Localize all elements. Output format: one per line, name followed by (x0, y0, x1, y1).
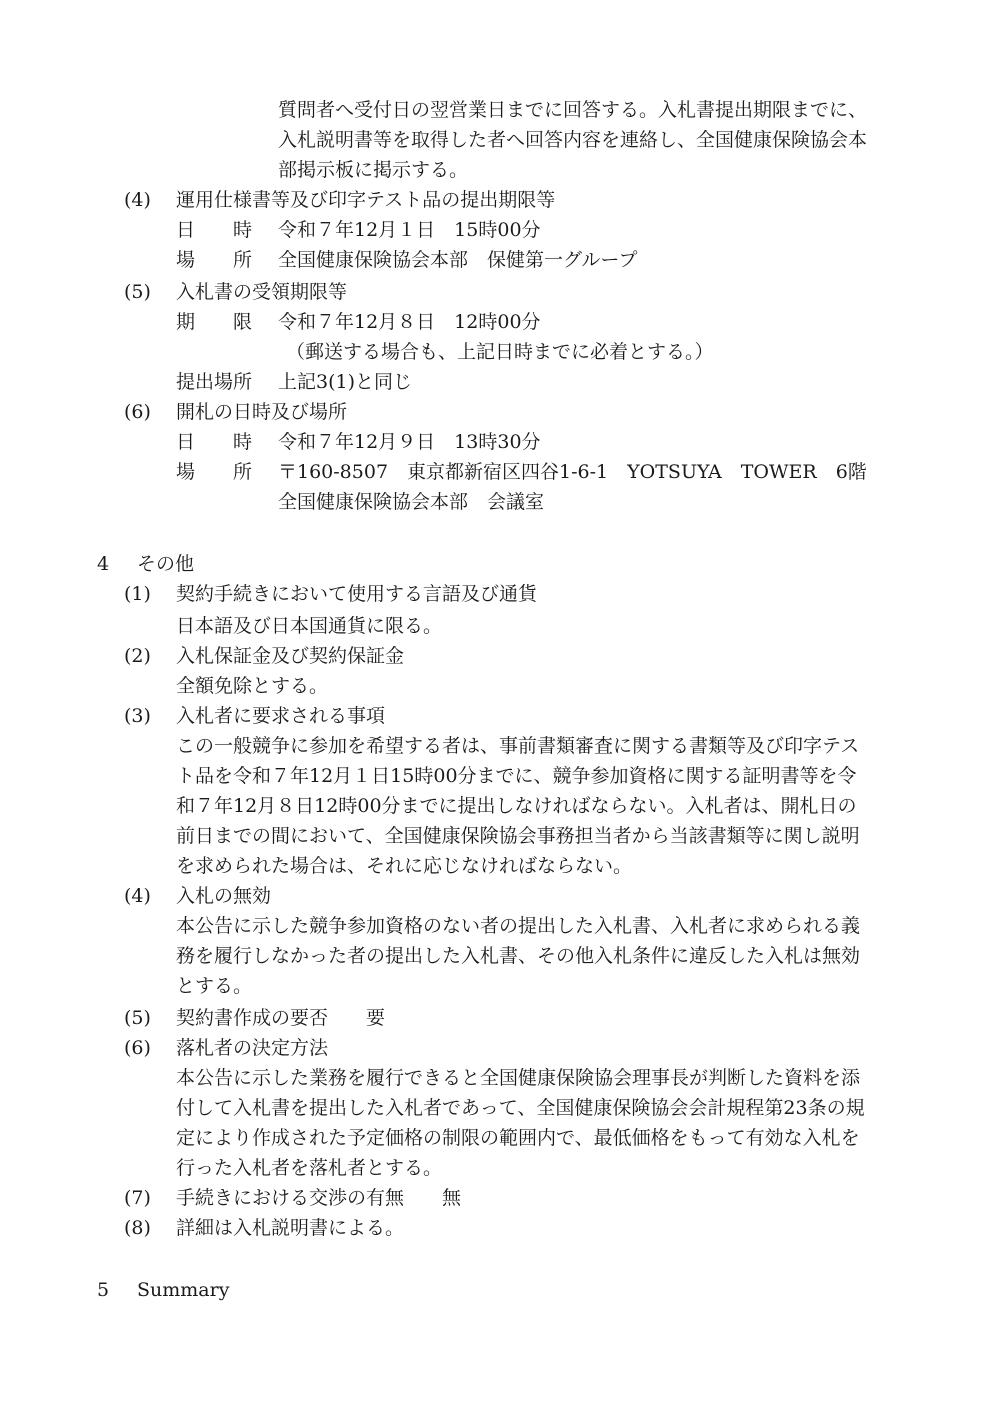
item-heading: 入札者に要求される事項 (176, 705, 386, 727)
paragraph-line: ト品を令和７年12月１日15時00分までに、競争参加資格に関する証明書等を令 (176, 765, 857, 787)
paragraph-line: 部掲示板に掲示する。 (278, 159, 469, 181)
item-heading: 入札書の受領期限等 (176, 281, 348, 303)
item-heading: 入札の無効 (176, 885, 272, 907)
paragraph-line: 質問者へ受付日の翌営業日までに回答する。入札書提出期限までに、 (278, 99, 868, 121)
field-label: 提出場所 (176, 371, 253, 393)
paragraph-line: この一般競争に参加を希望する者は、事前書類審査に関する書類等及び印字テス (176, 735, 860, 757)
section-title: その他 (137, 553, 195, 575)
item-heading: 契約書作成の要否 要 (176, 1007, 386, 1029)
deadline-note: （郵送する場合も、上記日時までに必着とする。） (286, 341, 714, 363)
section-number: 5 (97, 1279, 110, 1301)
paragraph-line: 前日までの間において、全国健康保険協会事務担当者から当該書類等に関し説明 (176, 825, 860, 847)
item-number: (3) (124, 705, 151, 727)
item-number: (1) (124, 583, 151, 605)
address-line-2: 全国健康保険協会本部 会議室 (278, 491, 545, 513)
item-number: (4) (124, 189, 151, 211)
item-number: (2) (124, 645, 151, 667)
paragraph-line: 定により作成された予定価格の制限の範囲内で、最低価格をもって有効な入札を (176, 1127, 860, 1149)
paragraph-line: 行った入札者を落札者とする。 (176, 1157, 443, 1179)
paragraph-line: 本公告に示した競争参加資格のない者の提出した入札書、入札者に求められる義 (176, 915, 861, 937)
item-heading: 落札者の決定方法 (176, 1037, 329, 1059)
item-number: (5) (124, 281, 151, 303)
item-heading: 詳細は入札説明書による。 (176, 1217, 405, 1239)
paragraph-line: 務を履行しなかった者の提出した入札書、その他入札条件に違反した入札は無効 (176, 945, 861, 967)
field-value: 全国健康保険協会本部 保健第一グループ (278, 249, 638, 271)
item-number: (7) (124, 1187, 151, 1209)
section-title: Summary (137, 1279, 230, 1301)
paragraph-line: 全額免除とする。 (176, 675, 329, 697)
field-value: 〒160-8507 東京都新宿区四谷1-6-1 YOTSUYA TOWER 6階 (278, 461, 867, 483)
paragraph-line: 和７年12月８日12時00分までに提出しなければならない。入札者は、開札日の (176, 795, 857, 817)
item-heading: 運用仕様書等及び印字テスト品の提出期限等 (176, 189, 556, 211)
field-label: 場 所 (176, 461, 253, 483)
paragraph-line: 日本語及び日本国通貨に限る。 (176, 615, 443, 637)
item-number: (8) (124, 1217, 151, 1239)
item-heading: 開札の日時及び場所 (176, 401, 348, 423)
paragraph-line: とする。 (176, 975, 253, 997)
paragraph-line: を求められた場合は、それに応じなければならない。 (176, 855, 633, 877)
field-label: 場 所 (176, 249, 253, 271)
field-value: 上記3(1)と同じ (278, 371, 413, 393)
paragraph-line: 付して入札書を提出した入札者であって、全国健康保険協会会計規程第23条の規 (176, 1097, 865, 1119)
item-heading: 入札保証金及び契約保証金 (176, 645, 405, 667)
field-value: 令和７年12月８日 12時00分 (278, 311, 541, 333)
paragraph-line: 本公告に示した業務を履行できると全国健康保険協会理事長が判断した資料を添 (176, 1067, 861, 1089)
paragraph-line: 入札説明書等を取得した者へ回答内容を連絡し、全国健康保険協会本 (278, 129, 868, 151)
field-label: 日 時 (176, 219, 253, 241)
item-number: (6) (124, 401, 151, 423)
item-number: (5) (124, 1007, 151, 1029)
item-heading: 契約手続きにおいて使用する言語及び通貨 (176, 583, 538, 605)
item-number: (6) (124, 1037, 151, 1059)
section-number: 4 (97, 553, 110, 575)
field-value: 令和７年12月９日 13時30分 (278, 431, 541, 453)
item-heading: 手続きにおける交渉の有無 無 (176, 1187, 462, 1209)
field-value: 令和７年12月１日 15時00分 (278, 219, 541, 241)
item-number: (4) (124, 885, 151, 907)
field-label: 期 限 (176, 311, 253, 333)
field-label: 日 時 (176, 431, 253, 453)
